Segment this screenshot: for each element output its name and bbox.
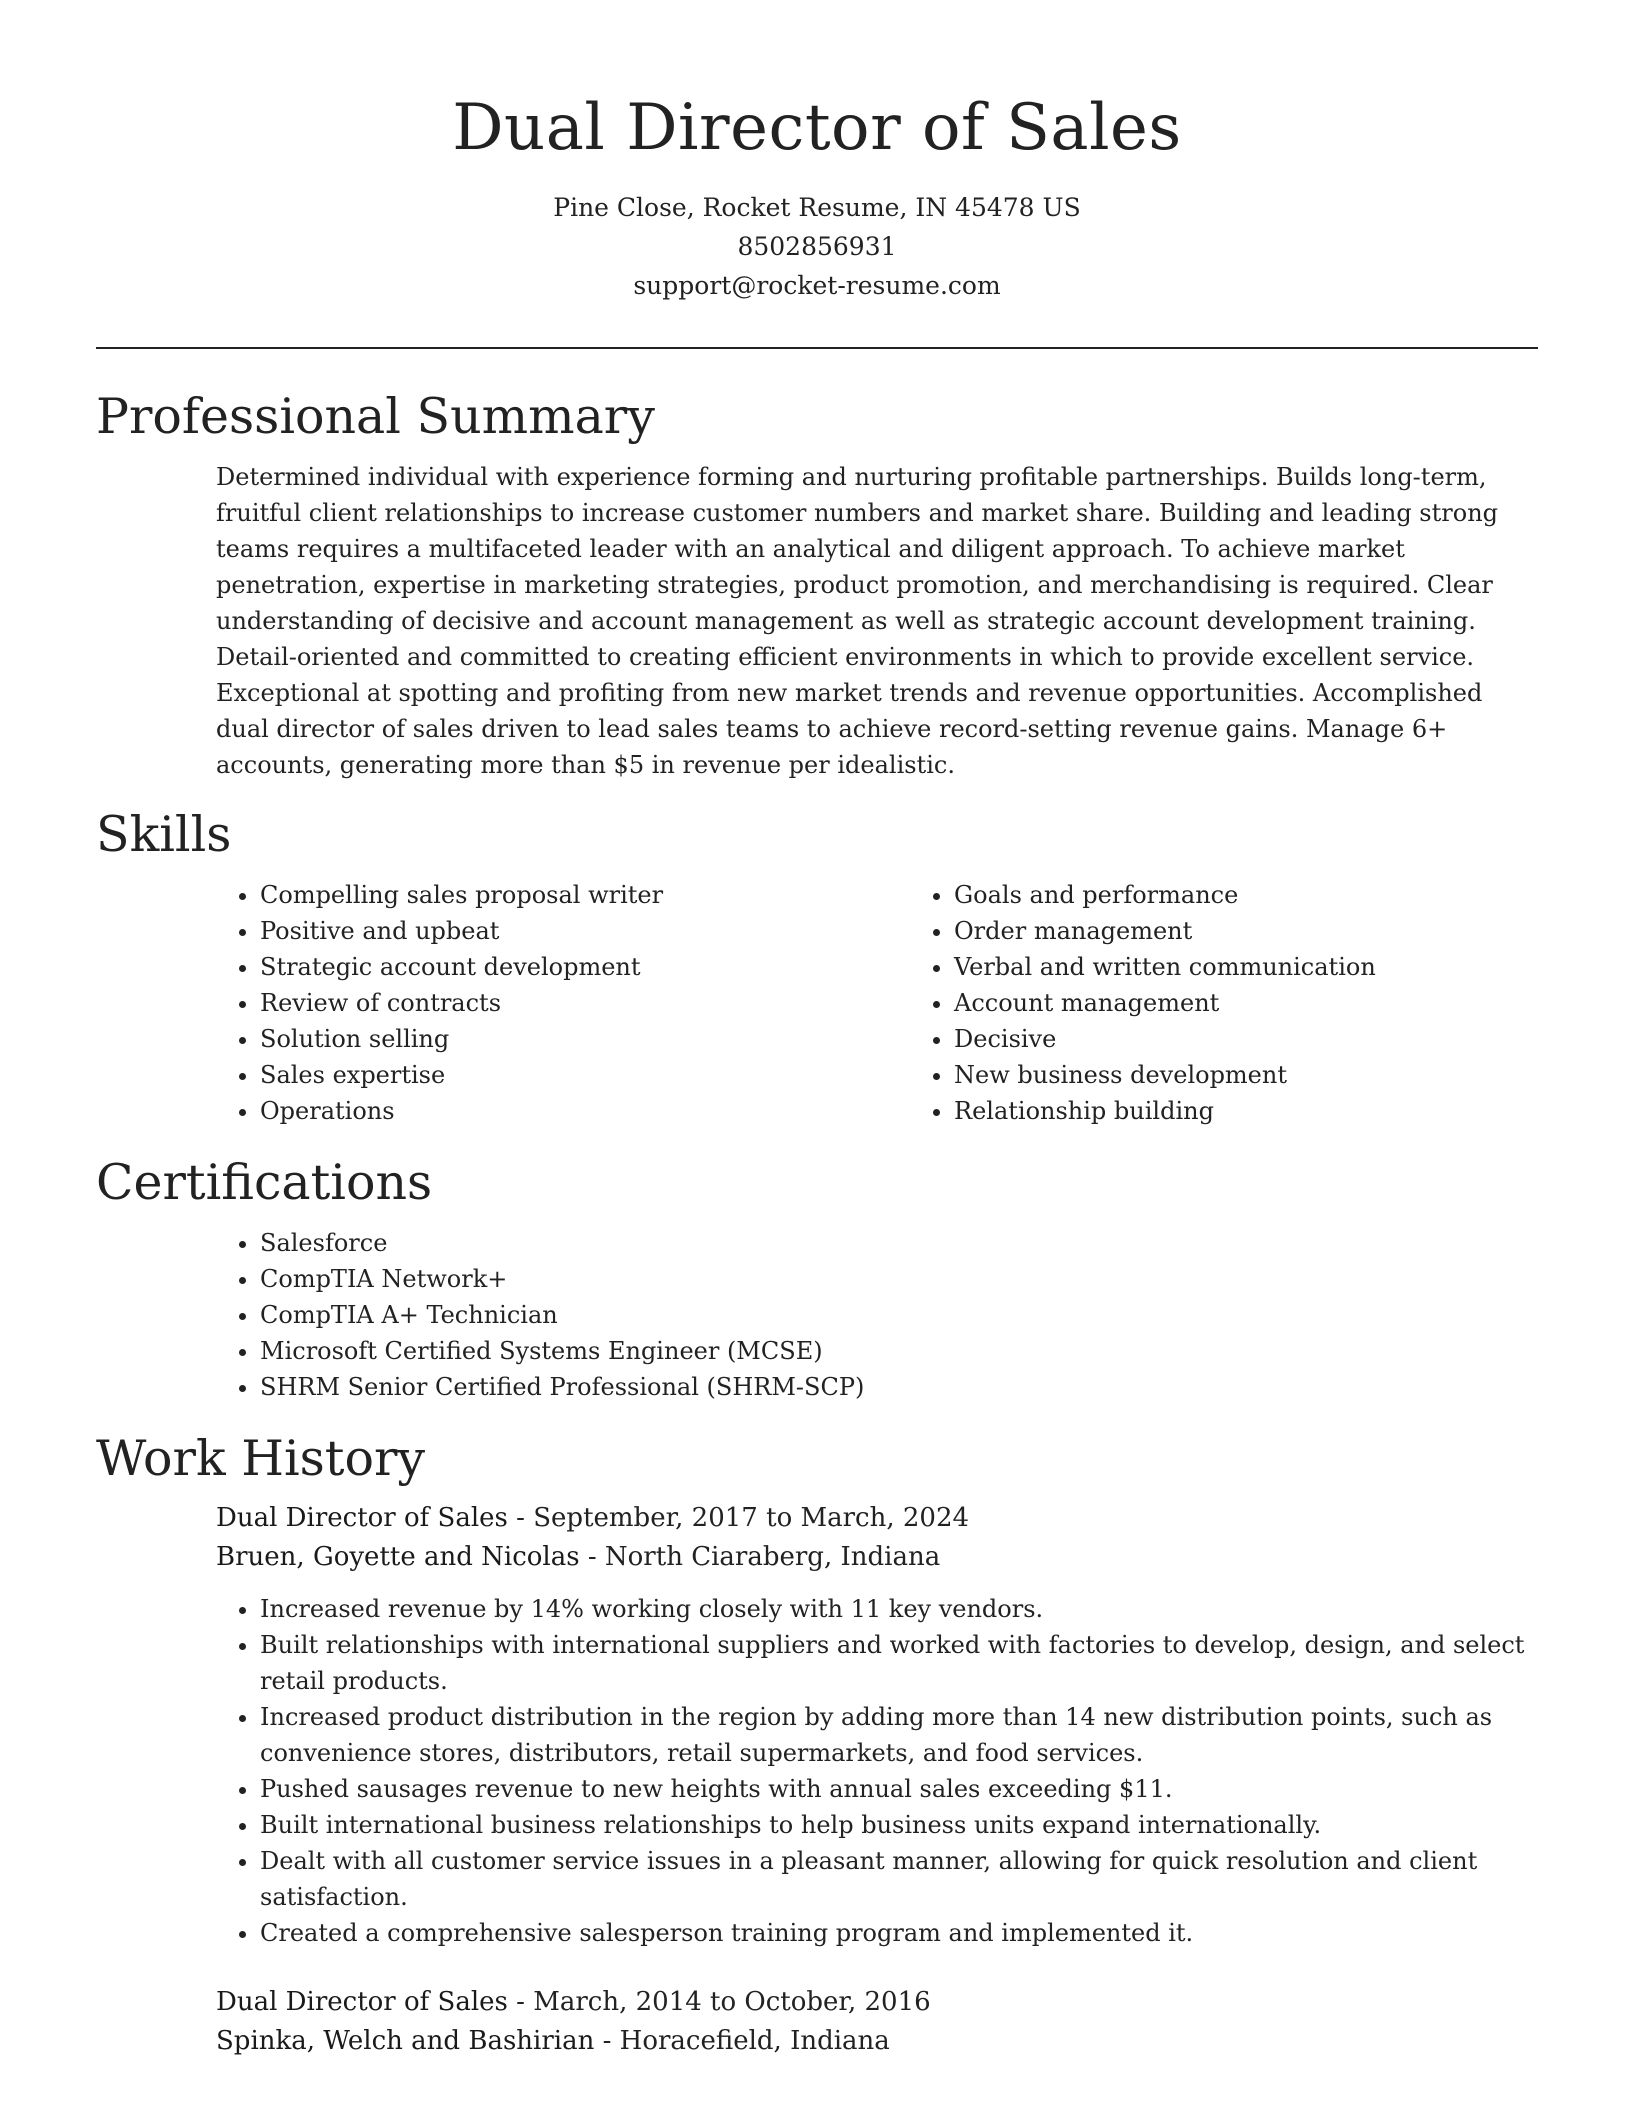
skill-item: • New business development — [954, 1057, 1604, 1093]
skill-item: • Order management — [954, 913, 1604, 949]
skills-section — [96, 805, 1538, 1129]
job-company-line — [216, 2022, 1538, 2061]
skill-item: • Operations — [260, 1093, 910, 1129]
summary-section — [96, 387, 1538, 783]
job-company: Spinka, Welch and Bashirian — [216, 2026, 595, 2056]
certifications-body — [216, 1225, 1538, 1405]
job-bullet: • Dealt with all customer service issues in a pleasant manner, allowing for quick resolution and client satisfaction. — [260, 1843, 1538, 1915]
skill-item: • Review of contracts — [260, 985, 910, 1021]
job-bullet: • Built international business relationships to help business units expand internationally. — [260, 1807, 1538, 1843]
skill-item: • Compelling sales proposal writer — [260, 877, 910, 913]
section-title-work-history: Work History — [96, 1430, 426, 1487]
job-title-line — [216, 1499, 1538, 1538]
job-entry — [216, 1983, 1538, 2061]
skill-item: • Strategic account development — [260, 949, 910, 985]
certification-item: • Salesforce — [260, 1225, 1538, 1261]
skills-columns — [216, 877, 1538, 1129]
resume-header — [96, 0, 1538, 305]
skill-item: • Verbal and written communication — [954, 949, 1604, 985]
job-position: Dual Director of Sales — [216, 1503, 508, 1533]
header-divider — [96, 347, 1538, 349]
job-bullet: • Pushed sausages revenue to new heights with annual sales exceeding $11. — [260, 1771, 1538, 1807]
certification-item: • CompTIA A+ Technician — [260, 1297, 1538, 1333]
contact-info — [96, 188, 1538, 305]
skill-item: • Decisive — [954, 1021, 1604, 1057]
job-company: Bruen, Goyette and Nicolas — [216, 1542, 580, 1572]
skill-item: • Positive and upbeat — [260, 913, 910, 949]
job-bullet: • Increased product distribution in the region by adding more than 14 new distribution points, such as convenience stores, distributors, retail supermarkets, and food services. — [260, 1699, 1538, 1771]
job-position: Dual Director of Sales — [216, 1987, 508, 2017]
candidate-name: Dual Director of Sales — [452, 91, 1182, 165]
skill-item: • Account management — [954, 985, 1604, 1021]
job-dates: - March, 2014 to October, 2016 — [507, 1987, 931, 2017]
section-title-skills: Skills — [96, 806, 232, 863]
job-location: - Horacefield, Indiana — [594, 2026, 890, 2056]
certifications-list — [216, 1225, 1538, 1405]
job-bullets — [216, 1591, 1538, 1951]
certification-item: • Microsoft Certified Systems Engineer (MCSE) — [260, 1333, 1538, 1369]
skill-item: • Goals and performance — [954, 877, 1604, 913]
job-bullet: • Increased revenue by 14% working closely with 11 key vendors. — [260, 1591, 1538, 1627]
resume-page — [96, 0, 1538, 2061]
job-entry — [216, 1499, 1538, 1951]
job-company-line — [216, 1538, 1538, 1577]
section-title-certifications: Certifications — [96, 1154, 433, 1211]
job-dates: - September, 2017 to March, 2024 — [507, 1503, 970, 1533]
job-bullet: • Built relationships with international suppliers and worked with factories to develop, design, and select retail products. — [260, 1627, 1538, 1699]
job-bullet: • Created a comprehensive salesperson training program and implemented it. — [260, 1915, 1538, 1951]
skills-list-left — [216, 877, 910, 1129]
skill-item: • Sales expertise — [260, 1057, 910, 1093]
certifications-section — [96, 1153, 1538, 1405]
skill-item: • Relationship building — [954, 1093, 1604, 1129]
skills-list-right — [910, 877, 1604, 1129]
certification-item: • SHRM Senior Certified Professional (SHRM-SCP) — [260, 1369, 1538, 1405]
address: Pine Close, Rocket Resume, IN 45478 US — [553, 193, 1081, 222]
certification-item: • CompTIA Network+ — [260, 1261, 1538, 1297]
phone: 8502856931 — [737, 232, 897, 261]
section-title-summary: Professional Summary — [96, 388, 655, 445]
work-history-section — [96, 1429, 1538, 2061]
job-location: - North Ciaraberg, Indiana — [579, 1542, 941, 1572]
skill-item: • Solution selling — [260, 1021, 910, 1057]
summary-text: Determined individual with experience forming and nurturing profitable partnerships. Builds long-term, fruitful client relationships to increase customer numbers and market share. Building and leading strong teams requires a multifaceted leader with an analytical and diligent approach. To achieve market penetration, expertise in marketing strategies, product promotion, and merchandising is required. Clear understanding of decisive and account management as well as strategic account development training. Detail-oriented and committed to creating efficient environments in which to provide excellent service. Exceptional at spotting and profiting from new market trends and revenue opportunities. Accomplished dual director of sales driven to lead sales teams to achieve record-setting revenue gains. Manage 6+ accounts, generating more than $5 in revenue per idealistic. — [216, 463, 1499, 779]
email: support@rocket-resume.com — [633, 271, 1001, 300]
job-title-line — [216, 1983, 1538, 2022]
